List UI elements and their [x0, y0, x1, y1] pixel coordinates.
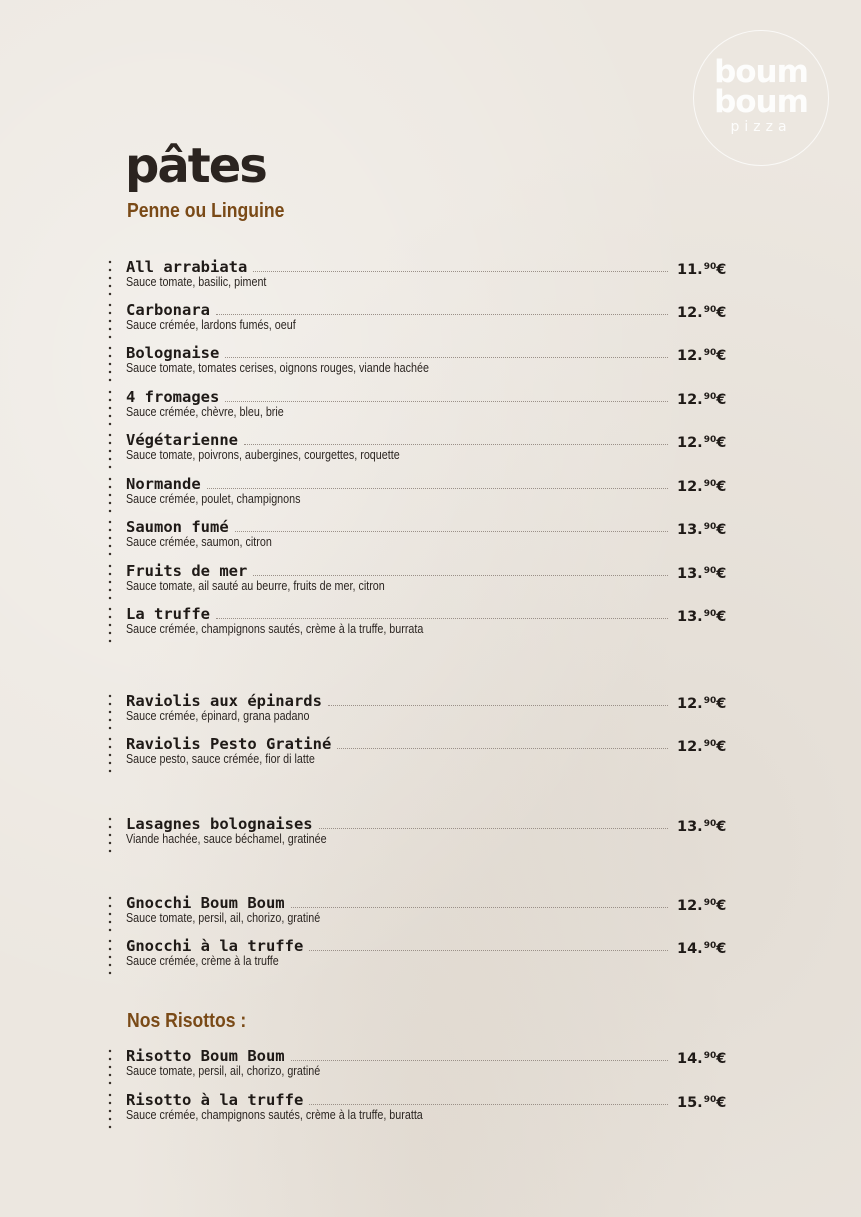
menu-item-name: Gnocchi à la truffe	[126, 937, 304, 955]
menu-item-price	[677, 604, 726, 627]
dotted-leader	[253, 271, 668, 272]
dotted-leader	[216, 618, 668, 619]
menu-item	[0, 692, 861, 732]
dotted-leader	[207, 488, 668, 489]
price-currency: €	[716, 1051, 727, 1067]
price-cents: 90	[703, 696, 717, 706]
menu-item-name: Normande	[126, 475, 201, 493]
dotted-leader	[319, 828, 668, 829]
price-cents: 90	[703, 819, 717, 829]
price-currency: €	[716, 435, 727, 451]
menu-item-price	[677, 561, 726, 584]
price-currency: €	[716, 522, 727, 538]
menu-item-name: Raviolis aux épinards	[126, 692, 322, 710]
price-cents: 90	[703, 1051, 717, 1061]
dotted-marker	[108, 431, 112, 471]
section-subtitle: Penne ou Linguine	[127, 200, 285, 222]
price-integer: 12.	[677, 696, 703, 712]
menu-item-price	[677, 1090, 726, 1113]
dotted-marker	[108, 1047, 112, 1087]
price-integer: 13.	[677, 609, 703, 625]
price-cents: 90	[703, 941, 717, 951]
price-integer: 13.	[677, 819, 703, 835]
price-integer: 12.	[677, 898, 703, 914]
menu-item	[0, 388, 861, 428]
menu-item-name: La truffe	[126, 605, 210, 623]
menu-item	[0, 344, 861, 384]
menu-item	[0, 815, 861, 855]
dotted-marker	[108, 605, 112, 645]
dotted-marker	[108, 692, 112, 732]
price-currency: €	[716, 348, 727, 364]
dotted-leader	[291, 1060, 668, 1061]
price-currency: €	[716, 898, 727, 914]
menu-item-price	[677, 734, 726, 757]
price-cents: 90	[703, 609, 717, 619]
price-currency: €	[716, 609, 727, 625]
menu-item	[0, 735, 861, 775]
price-integer: 13.	[677, 522, 703, 538]
price-cents: 90	[703, 1095, 717, 1105]
price-currency: €	[716, 696, 727, 712]
dotted-leader	[244, 444, 668, 445]
menu-item-description: Sauce tomate, basilic, piment	[126, 275, 267, 289]
price-cents: 90	[703, 739, 717, 749]
menu-item-price	[677, 691, 726, 714]
dotted-marker	[108, 562, 112, 602]
page-title: pâtes	[125, 138, 266, 194]
menu-item	[0, 475, 861, 515]
dotted-marker	[108, 735, 112, 775]
menu-item-description: Sauce crémée, poulet, champignons	[126, 492, 301, 506]
brand-logo	[693, 30, 829, 166]
logo-line-1: boum	[714, 54, 808, 90]
dotted-marker	[108, 518, 112, 558]
dotted-marker	[108, 937, 112, 977]
menu-item	[0, 301, 861, 341]
price-cents: 90	[703, 479, 717, 489]
price-currency: €	[716, 1095, 727, 1111]
menu-item-price	[677, 1046, 726, 1069]
price-integer: 14.	[677, 941, 703, 957]
dotted-marker	[108, 388, 112, 428]
menu-item	[0, 518, 861, 558]
price-currency: €	[716, 305, 727, 321]
price-currency: €	[716, 739, 727, 755]
dotted-leader	[235, 531, 668, 532]
dotted-marker	[108, 258, 112, 298]
dotted-marker	[108, 815, 112, 855]
dotted-leader	[253, 575, 668, 576]
dotted-marker	[108, 344, 112, 384]
menu-item-price	[677, 893, 726, 916]
price-cents: 90	[703, 392, 717, 402]
menu-item-price	[677, 430, 726, 453]
menu-item	[0, 562, 861, 602]
dotted-leader	[309, 950, 668, 951]
menu-item-description: Sauce crémée, lardons fumés, oeuf	[126, 318, 296, 332]
price-integer: 12.	[677, 479, 703, 495]
menu-item-description: Sauce crémée, champignons sautés, crème à la truffe, burrata	[126, 622, 424, 636]
menu-item-description: Sauce crémée, saumon, citron	[126, 535, 272, 549]
dotted-leader	[291, 907, 668, 908]
dotted-leader	[225, 401, 668, 402]
menu-item-name: Bolognaise	[126, 344, 220, 362]
price-integer: 13.	[677, 566, 703, 582]
menu-item-description: Sauce tomate, persil, ail, chorizo, gratiné	[126, 1064, 321, 1078]
menu-item-name: Gnocchi Boum Boum	[126, 894, 285, 912]
menu-item-price	[677, 936, 726, 959]
dotted-leader	[216, 314, 668, 315]
menu-item	[0, 894, 861, 934]
menu-item-price	[677, 387, 726, 410]
menu-item	[0, 258, 861, 298]
menu-item-price	[677, 517, 726, 540]
menu-item-description: Sauce crémée, crème à la truffe	[126, 954, 279, 968]
menu-item-description: Viande hachée, sauce béchamel, gratinée	[126, 832, 327, 846]
menu-item-price	[677, 257, 726, 280]
price-cents: 90	[703, 522, 717, 532]
price-cents: 90	[703, 435, 717, 445]
menu-item-description: Sauce crémée, épinard, grana padano	[126, 709, 310, 723]
price-integer: 12.	[677, 435, 703, 451]
logo-line-3: pizza	[730, 119, 792, 135]
menu-item-name: All arrabiata	[126, 258, 248, 276]
menu-item	[0, 937, 861, 977]
menu-item-price	[677, 474, 726, 497]
menu-item-price	[677, 300, 726, 323]
menu-item-name: Lasagnes bolognaises	[126, 815, 313, 833]
risotto-section-title: Nos Risottos :	[127, 1010, 247, 1032]
menu-item-name: Saumon fumé	[126, 518, 229, 536]
menu-item-name: Raviolis Pesto Gratiné	[126, 735, 332, 753]
price-currency: €	[716, 941, 727, 957]
price-cents: 90	[703, 262, 717, 272]
menu-item-description: Sauce tomate, persil, ail, chorizo, gratiné	[126, 911, 321, 925]
menu-item	[0, 431, 861, 471]
dotted-leader	[328, 705, 668, 706]
price-integer: 14.	[677, 1051, 703, 1067]
menu-item-description: Sauce pesto, sauce crémée, fior di latte	[126, 752, 315, 766]
dotted-leader	[309, 1104, 668, 1105]
price-integer: 15.	[677, 1095, 703, 1111]
price-currency: €	[716, 392, 727, 408]
menu-item	[0, 1047, 861, 1087]
price-integer: 12.	[677, 739, 703, 755]
menu-item-description: Sauce tomate, ail sauté au beurre, fruits de mer, citron	[126, 579, 385, 593]
dotted-marker	[108, 1091, 112, 1131]
menu-item-description: Sauce tomate, tomates cerises, oignons rouges, viande hachée	[126, 361, 429, 375]
price-currency: €	[716, 566, 727, 582]
price-currency: €	[716, 262, 727, 278]
menu-item-name: Fruits de mer	[126, 562, 248, 580]
price-cents: 90	[703, 898, 717, 908]
menu-item-description: Sauce crémée, champignons sautés, crème à la truffe, buratta	[126, 1108, 423, 1122]
price-integer: 12.	[677, 348, 703, 364]
price-cents: 90	[703, 348, 717, 358]
menu-item-description: Sauce crémée, chèvre, bleu, brie	[126, 405, 284, 419]
price-currency: €	[716, 819, 727, 835]
menu-item-name: Risotto à la truffe	[126, 1091, 304, 1109]
menu-item	[0, 605, 861, 645]
price-currency: €	[716, 479, 727, 495]
price-integer: 11.	[677, 262, 703, 278]
price-integer: 12.	[677, 392, 703, 408]
menu-item-price	[677, 343, 726, 366]
price-cents: 90	[703, 305, 717, 315]
dotted-leader	[225, 357, 668, 358]
menu-item-description: Sauce tomate, poivrons, aubergines, courgettes, roquette	[126, 448, 400, 462]
logo-line-2: boum	[714, 84, 808, 120]
price-integer: 12.	[677, 305, 703, 321]
dotted-marker	[108, 475, 112, 515]
dotted-marker	[108, 894, 112, 934]
menu-item-name: Risotto Boum Boum	[126, 1047, 285, 1065]
menu-item-price	[677, 814, 726, 837]
menu-item-name: Carbonara	[126, 301, 210, 319]
menu-item	[0, 1091, 861, 1131]
menu-item-name: 4 fromages	[126, 388, 220, 406]
dotted-marker	[108, 301, 112, 341]
dotted-leader	[337, 748, 668, 749]
menu-item-name: Végétarienne	[126, 431, 238, 449]
price-cents: 90	[703, 566, 717, 576]
